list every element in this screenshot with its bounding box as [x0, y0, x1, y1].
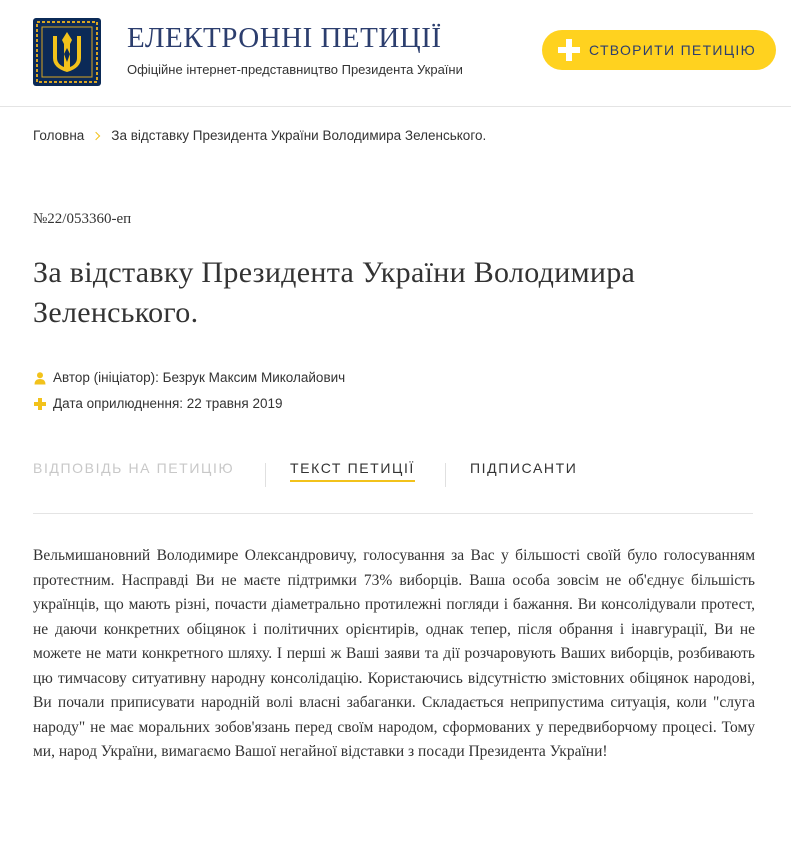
tabs-divider	[33, 513, 753, 514]
petition-tabs	[33, 460, 753, 514]
create-petition-button[interactable]	[542, 30, 776, 70]
header-divider	[0, 106, 791, 107]
breadcrumb-home-link[interactable]: Головна	[33, 128, 85, 143]
site-title[interactable]: ЕЛЕКТРОННІ ПЕТИЦІЇ	[127, 22, 442, 54]
petition-body-text: Вельмишановний Володимире Олександровичу, голосування за Вас у більшості своїй було голосуванням протестним. Насправді Ви не маєте підтримки 73% виборців. Ваша особа зовсім не об'єднує більшість українців, що мають різні, почасти діаметрально протилежні погляди і бажання. Ви консолідували протест, не даючи конкретних обіцянок і політичних орієнтирів, однак тепер, після обрання і інавгурації, Ви не можете не мати конкретного шляху. І перші ж Ваші заяви та дії розчаровують Ваших виборців, розбивають цю тимчасову ситуативну народну консолідацію. Користаючись відсутністю змістовних обіцянок народові, Ви почали приписувати народній волі власні забаганки. Складається неприпустима ситуація, коли "слуга народу" не має моральних зобов'язань перед своїм народом, сформованих у передвиборчому процесі. Тому ми, народ України, вимагаємо Вашої негайної відставки з посади Президента України!	[33, 547, 755, 760]
site-header	[0, 0, 791, 106]
author-label: Автор (ініціатор):	[53, 370, 159, 385]
breadcrumb-current: За відставку Президента України Володимира Зеленського.	[111, 128, 487, 143]
petition-author	[33, 370, 345, 385]
tab-separator	[265, 463, 266, 487]
petition-title: За відставку Президента України Володимира Зеленського.	[33, 256, 636, 329]
author-name: Безрук Максим Миколайович	[162, 370, 346, 385]
trident-coat-of-arms-icon[interactable]	[33, 18, 101, 86]
user-icon	[33, 371, 47, 385]
petition-number: №22/053360-еп	[33, 211, 132, 227]
plus-icon	[33, 397, 47, 411]
date-value: 22 травня 2019	[186, 396, 283, 411]
chevron-right-icon	[92, 131, 100, 139]
site-subtitle: Офіційне інтернет-представництво Президента України	[127, 62, 463, 77]
tab-separator	[445, 463, 446, 487]
date-label: Дата оприлюднення:	[53, 396, 184, 411]
tab-answer[interactable]: ВІДПОВІДЬ НА ПЕТИЦІЮ	[33, 460, 235, 476]
breadcrumb	[33, 128, 486, 143]
tab-petition-text[interactable]: ТЕКСТ ПЕТИЦІЇ	[290, 460, 415, 482]
tab-signers[interactable]: ПІДПИСАНТИ	[470, 460, 578, 476]
petition-date	[33, 396, 282, 411]
create-petition-label: СТВОРИТИ ПЕТИЦІЮ	[589, 42, 757, 58]
plus-icon	[558, 39, 580, 61]
